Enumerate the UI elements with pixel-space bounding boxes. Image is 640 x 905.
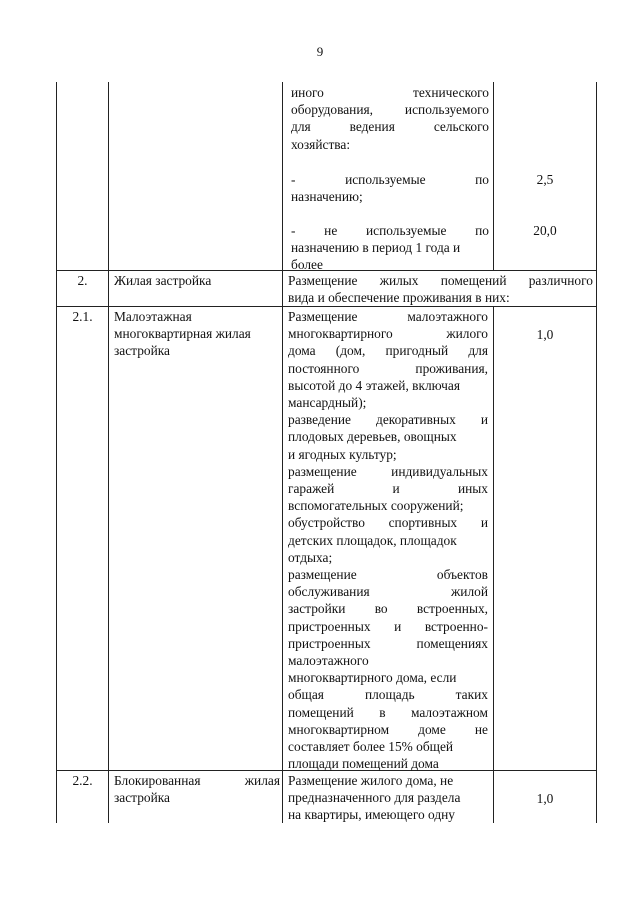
text-line: хозяйства: <box>291 136 351 152</box>
description-unused <box>291 222 489 274</box>
text-line: многоквартирном доме не <box>288 721 488 737</box>
text-line: многоквартирного дома, если <box>288 670 457 686</box>
text-line: дома (дом, пригодный для <box>288 343 488 359</box>
text-line: вспомогательных сооружений; <box>288 498 464 514</box>
text-line: вида и обеспечение проживания в них: <box>288 290 510 306</box>
page-number: 9 <box>316 44 324 59</box>
text-line: застройки во встроенных, <box>288 601 488 617</box>
row-name <box>114 772 280 806</box>
row-value: 1,0 <box>536 327 554 342</box>
row-value: 1,0 <box>536 791 554 806</box>
text-line: оборудования, используемого <box>291 102 489 118</box>
table-border-right <box>596 82 597 823</box>
text-line: пристроенных и встроенно- <box>288 618 488 634</box>
text-line: постоянного проживания, <box>288 360 488 376</box>
text-line: на квартиры, имеющего одну <box>288 807 456 823</box>
text-line: - не используемые по <box>291 223 489 238</box>
text-line: размещение индивидуальных <box>288 463 488 479</box>
text-line: для ведения сельского <box>291 119 489 135</box>
value-used: 2,5 <box>536 172 554 187</box>
column-divider-name <box>282 82 283 823</box>
text-line: Размещение жилого дома, не <box>288 773 454 788</box>
row-number: 2.1. <box>72 309 93 324</box>
row-description <box>288 772 490 824</box>
text-line: застройка <box>114 790 170 806</box>
text-line: пристроенных помещениях <box>288 635 488 651</box>
text-line: и ягодных культур; <box>288 446 397 462</box>
text-line: Размещение малоэтажного <box>288 309 488 324</box>
text-line: Блокированная жилая <box>114 773 280 788</box>
column-divider-number <box>108 82 109 823</box>
text-line: общая площадь таких <box>288 687 488 703</box>
text-line: помещений в малоэтажном <box>288 704 488 720</box>
description-continuation <box>291 84 489 153</box>
text-line: многоквартирная жилая <box>114 326 251 342</box>
row-description <box>288 272 593 306</box>
row-name: Жилая застройка <box>114 273 212 288</box>
text-line: многоквартирного жилого <box>288 326 488 342</box>
value-unused: 20,0 <box>533 223 557 238</box>
text-line: разведение декоративных и <box>288 412 488 428</box>
text-line: обслуживания жилой <box>288 584 488 600</box>
text-line: гаражей и иных <box>288 481 488 497</box>
text-line: плодовых деревьев, овощных <box>288 429 457 445</box>
text-line: более <box>291 257 323 273</box>
column-divider-value-b <box>493 306 494 823</box>
row-number: 2.2. <box>72 773 93 788</box>
text-line: назначению в период 1 года и <box>291 240 461 256</box>
table-border-left <box>56 82 57 823</box>
text-line: отдыха; <box>288 549 333 565</box>
text-line: иного технического <box>291 85 489 100</box>
row-description <box>288 308 488 772</box>
text-line: - используемые по <box>291 172 489 187</box>
text-line: площади помещений дома <box>288 756 439 772</box>
description-used <box>291 171 489 205</box>
text-line: Размещение жилых помещений различного <box>288 273 593 288</box>
text-line: обустройство спортивных и <box>288 515 488 531</box>
text-line: застройка <box>114 343 170 359</box>
text-line: высотой до 4 этажей, включая <box>288 377 460 393</box>
text-line: размещение объектов <box>288 567 488 583</box>
text-line: Малоэтажная <box>114 309 192 324</box>
text-line: детских площадок, площадок <box>288 532 457 548</box>
text-line: мансардный); <box>288 395 367 411</box>
text-line: назначению; <box>291 189 363 205</box>
text-line: составляет более 15% общей <box>288 739 454 755</box>
text-line: малоэтажного <box>288 653 369 669</box>
row-number: 2. <box>77 273 88 288</box>
text-line: предназначенного для раздела <box>288 790 461 806</box>
row-name <box>114 308 280 360</box>
